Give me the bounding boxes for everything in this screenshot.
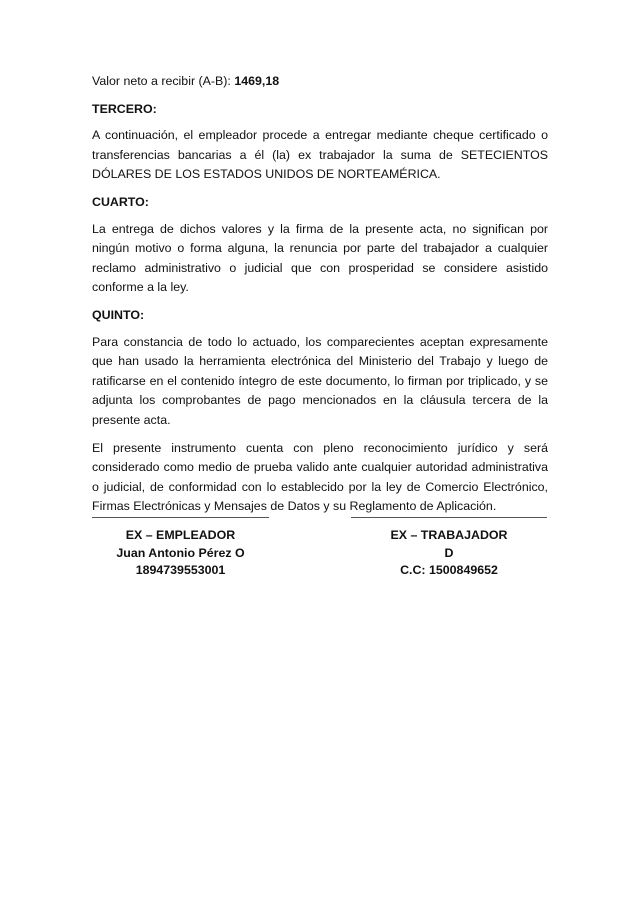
document-body [92,72,548,517]
section-body-tercero: A continuación, el empleador procede a entregar mediante cheque certificado o transferencias bancarias a él (la) ex trabajador la suma de SETECIENTOS DÓLARES DE LOS ESTADOS UNIDOS DE NORTEAMÉRICA. [92,128,548,182]
employee-name: D [444,545,454,560]
section-body-quinto: Para constancia de todo lo actuado, los comparecientes aceptan expresamente que han usado la herramienta electrónica del Ministerio del Trabajo y luego de ratificarse en el contenido íntegro de este documento, lo firman por triplicado, y se adjunta los comprobantes de pago mencionados en la cláusula tercera de la presente acta. [92,334,548,427]
closing-paragraph: El presente instrumento cuenta con pleno reconocimiento jurídico y será considerado como medio de prueba valido ante cualquier autoridad administrativa o judicial, de conformidad con lo establecido por la ley de Comercio Electrónico, Firmas Electrónicas y Mensajes de Datos y su Reglamento de Aplicación. [92,440,548,514]
net-amount-label: Valor neto a recibir (A-B): [92,74,235,88]
section-heading-cuarto: CUARTO: [92,194,149,209]
employee-signature-block [351,517,547,580]
net-amount-value: 1469,18 [234,74,280,88]
employer-name: Juan Antonio Pérez O [116,545,245,560]
section-heading-quinto: QUINTO: [92,307,145,322]
employer-id: 1894739553001 [135,563,226,577]
section-body-cuarto: La entrega de dichos valores y la firma de la presente acta, no significan por ningún motivo o forma alguna, la renuncia por parte del trabajador a cualquier reclamo administrativo o judicial que con prosperidad se considere asistido conforme a la ley. [92,221,548,295]
section-heading-tercero: TERCERO: [92,101,157,116]
employee-id: C.C: 1500849652 [400,563,498,577]
employee-role: EX – TRABAJADOR [390,528,508,542]
net-amount-line [92,72,548,92]
employee-signature-line [351,517,547,518]
employer-signature-block [92,517,269,580]
employer-signature-line [92,517,269,518]
employer-role: EX – EMPLEADOR [125,528,236,542]
